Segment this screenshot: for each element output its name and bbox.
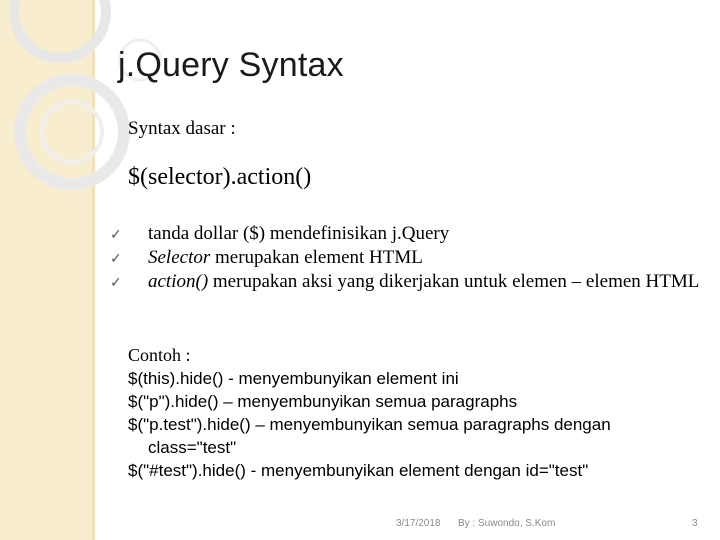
- bullet-item: [110, 246, 700, 270]
- example-line: $("p").hide() – menyembunyikan semua paragraphs: [128, 392, 518, 411]
- bullet-text: merupakan element HTML: [210, 247, 423, 268]
- checkmark-icon: ✓: [110, 251, 122, 267]
- bullet-text: tanda dollar ($) mendefinisikan j.Query: [148, 223, 450, 244]
- page-number: 3: [692, 518, 698, 529]
- decor-circle-large: [20, 80, 124, 184]
- syntax-subtitle: Syntax dasar :: [128, 118, 236, 139]
- bullet-item: [110, 270, 700, 294]
- bullet-italic-term: Selector: [148, 247, 211, 268]
- decor-circle-inner: [42, 102, 102, 162]
- examples-block: [128, 344, 688, 482]
- slide-title: j.Query Syntax: [118, 46, 344, 84]
- syntax-expression: $(selector).action(): [128, 164, 312, 190]
- decor-circle-top: [14, 0, 106, 58]
- example-line: $("#test").hide() - menyembunyikan element dengan id="test": [128, 461, 589, 480]
- footer-date: 3/17/2018: [396, 518, 441, 529]
- bullet-list: [110, 222, 700, 294]
- checkmark-icon: ✓: [110, 227, 122, 243]
- bullet-italic-term: action(): [148, 271, 209, 292]
- bullet-item: [110, 222, 700, 246]
- examples-heading: Contoh :: [128, 345, 191, 365]
- example-line: $(this).hide() - menyembunyikan element ini: [128, 369, 459, 388]
- footer-author: By : Suwondo, S.Kom: [458, 518, 556, 529]
- bullet-text: merupakan aksi yang dikerjakan untuk elemen – elemen HTML: [208, 271, 700, 292]
- checkmark-icon: ✓: [110, 275, 122, 291]
- example-line: $("p.test").hide() – menyembunyikan semua paragraphs dengan class="test": [128, 415, 611, 457]
